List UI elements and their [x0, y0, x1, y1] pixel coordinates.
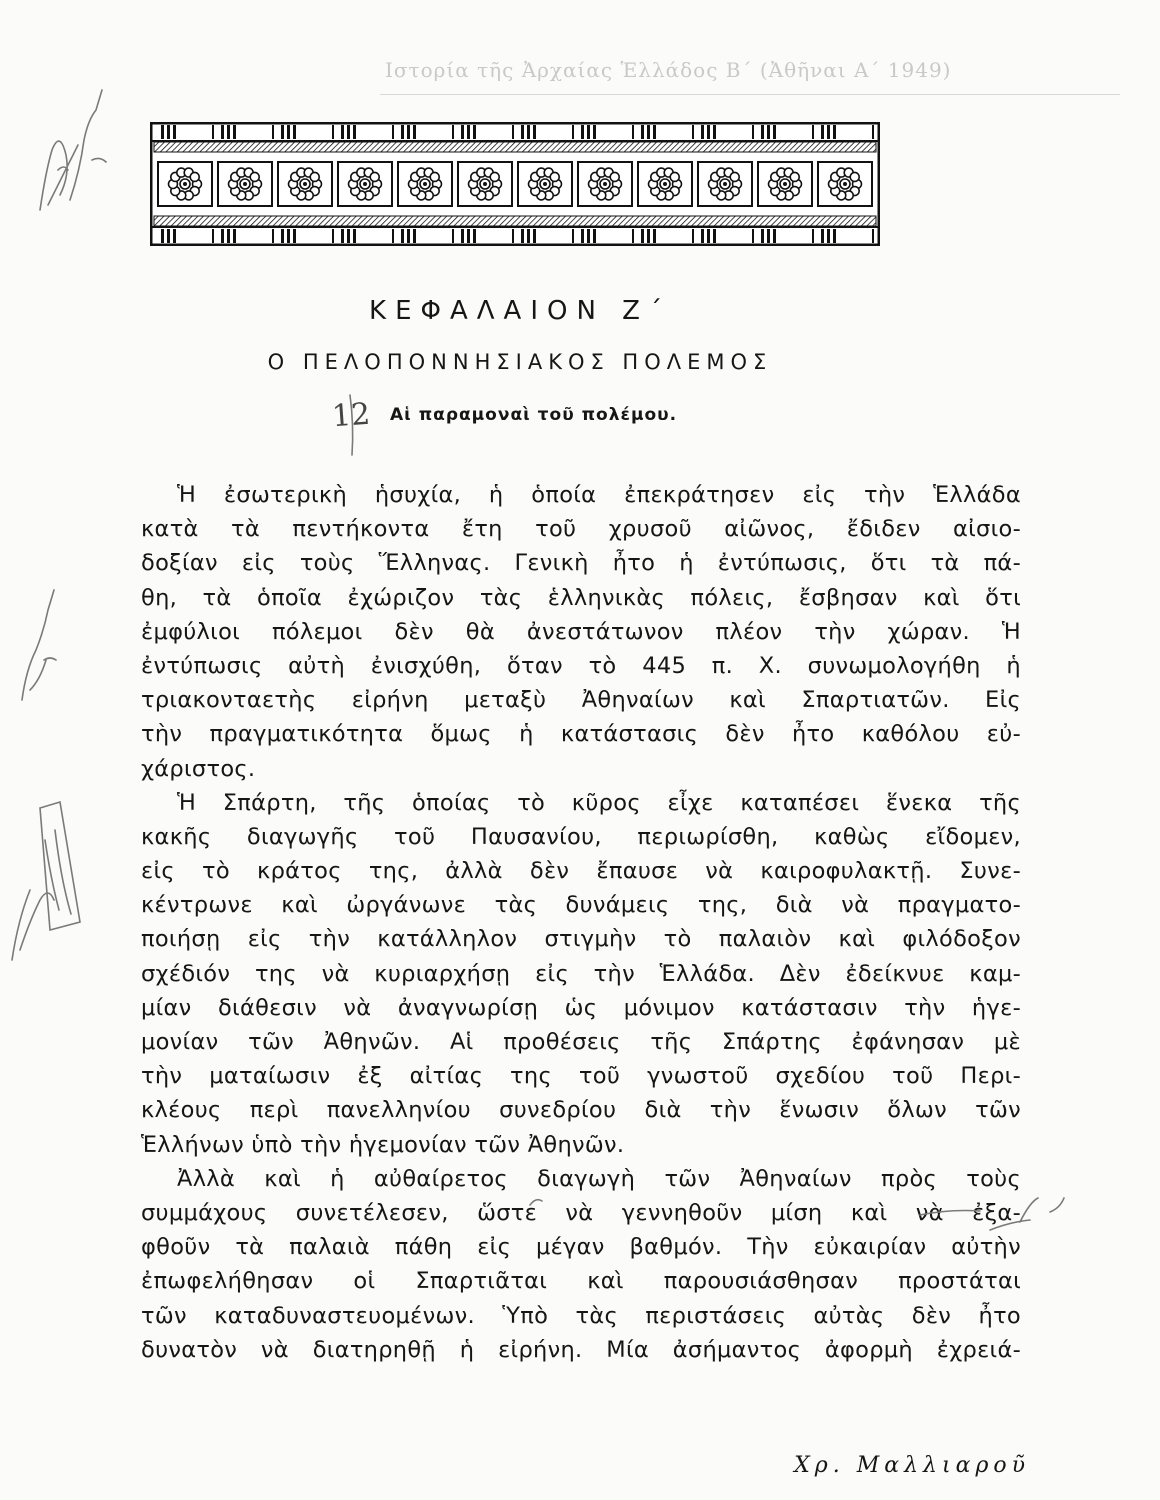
ornament-tooth [767, 229, 770, 243]
ornament-petal [790, 172, 799, 181]
ornament-hatch-top [154, 142, 876, 152]
ornament-rosette-dot [243, 182, 247, 186]
ornament-tooth [641, 229, 644, 243]
ornament-tooth [407, 229, 410, 243]
ornament-tooth [827, 125, 830, 139]
ornament-tooth [167, 125, 170, 139]
ornament-tooth [587, 125, 590, 139]
ornament-petal [730, 172, 739, 181]
text-line: κλέους περὶ πανελληνίου συνεδρίου διὰ τὴν ἕνωσιν ὅλων τῶν [141, 1097, 1021, 1124]
ornament-tooth [653, 229, 656, 243]
ornament-tooth [767, 125, 770, 139]
text-line: σχέδιόν της νὰ κυριαρχήσῃ εἰς τὴν Ἑλλάδα. Δὲν ἐδείκνυε καμ- [141, 960, 1021, 987]
ornament-tooth [173, 125, 176, 139]
ornament-tooth [401, 125, 404, 139]
ornament-tooth [233, 125, 236, 139]
text-line: συμμάχους συνετέλεσεν, ὥστε νὰ γεννηθοῦν μίση καὶ νὰ ἐξα- [141, 1199, 1021, 1226]
ornament-rosette-dot [663, 182, 667, 186]
ornament-tooth [467, 125, 470, 139]
ornament-petal [250, 172, 259, 181]
section-heading: Αἱ παραμοναὶ τοῦ πολέμου. [390, 405, 678, 425]
ornament-tooth [533, 229, 536, 243]
ornament-tooth [227, 125, 230, 139]
ornament-tooth [467, 229, 470, 243]
text-line: τῶν καταδυναστευομένων. Ὑπὸ τὰς περιστάσεις αὐτὰς δὲν ἦτο [141, 1302, 1021, 1329]
ornament-tooth [707, 125, 710, 139]
ornament-hatch-bottom [154, 216, 876, 226]
ornament-tooth [221, 229, 224, 243]
ornament-tooth [833, 125, 836, 139]
text-line: Ἡ Σπάρτη, τῆς ὁποίας τὸ κῦρος εἶχε καταπέσει ἕνεκα τῆς [177, 789, 1021, 816]
ornament-tooth [533, 125, 536, 139]
ornament-rosette-dot [363, 182, 367, 186]
ornament-petal [550, 172, 559, 181]
pencil-bracket [40, 802, 80, 930]
ornament-tooth [647, 125, 650, 139]
text-line: κατὰ τὰ πεντήκοντα ἔτη τοῦ χρυσοῦ αἰῶνος, ἔδιδεν αἰσιο- [141, 516, 1021, 543]
ornament-tooth [281, 125, 284, 139]
text-line: εἰς τὸ κράτος της, ἀλλὰ δὲν ἔπαυσε νὰ καιροφυλακτῇ. Συνε- [141, 858, 1021, 885]
ornament-tooth [773, 125, 776, 139]
ornament-tooth [227, 229, 230, 243]
ornament-petal [490, 172, 499, 181]
text-line: ποιήσῃ εἰς τὴν κατάλληλον στιγμὴν τὸ παλαιὸν καὶ φιλόδοξον [141, 926, 1021, 953]
text-line: κακῆς διαγωγῆς τοῦ Παυσανίου, περιωρίσθη, καθὼς εἴδομεν, [141, 823, 1021, 850]
ornament-tooth [827, 229, 830, 243]
ornament-tooth [581, 125, 584, 139]
chapter-title: ΚΕΦΑΛΑΙΟΝ Ζ΄ [369, 296, 671, 326]
ornament-tooth [281, 229, 284, 243]
ornament-tooth [341, 229, 344, 243]
text-line: μίαν διάθεσιν νὰ ἀναγνωρίσῃ ὡς μόνιμον κατάστασιν τὴν ἡγε- [141, 994, 1021, 1021]
ornament-tooth [461, 125, 464, 139]
ornament-tooth [713, 229, 716, 243]
text-line: δυνατὸν νὰ διατηρηθῇ ἡ εἰρήνη. Μία ἀσήμαντος ἀφορμὴ ἐχρειά- [141, 1336, 1021, 1363]
text-line: φθοῦν τὰ παλαιὰ πάθη εἰς μέγαν βαθμόν. Τὴν εὐκαιρίαν αὐτὴν [141, 1234, 1021, 1261]
ornament-tooth [287, 229, 290, 243]
ornament-rosette-dot [723, 182, 727, 186]
ornament-tooth [287, 125, 290, 139]
text-line: τὴν πραγματικότητα ὅμως ἡ κατάστασις δὲν ἦτο καθόλου εὐ- [141, 721, 1021, 748]
ornament-tooth [221, 125, 224, 139]
ornament-tooth [593, 229, 596, 243]
text-line: Ἀλλὰ καὶ ἡ αὐθαίρετος διαγωγὴ τῶν Ἀθηναίων πρὸς τοὺς [177, 1165, 1021, 1192]
ornament-rosette-dot [423, 182, 427, 186]
ornament-tooth [173, 229, 176, 243]
ornament-tooth [293, 125, 296, 139]
ornament-tooth [587, 229, 590, 243]
ornament-tooth [341, 125, 344, 139]
ornament-tooth [473, 125, 476, 139]
pencil-scribble [70, 90, 106, 200]
text-line: τὴν ματαίωσιν ἐξ αἰτίας της τοῦ γνωστοῦ σχεδίου τοῦ Περι- [141, 1063, 1021, 1090]
ornament-tooth [641, 125, 644, 139]
ornament-tooth [413, 229, 416, 243]
ornament-tooth [353, 125, 356, 139]
text-line: κέντρωνε καὶ ὠργάνωνε τὰς δυνάμεις της, διὰ νὰ πραγματο- [141, 892, 1021, 919]
bleed-through-header: Ιστορία τῆς Ἀρχαίας Ἑλλάδος Β΄ (Ἀθῆναι Α΄ 1949) [385, 58, 952, 82]
text-line: ἐμφύλιοι πόλεμοι δὲν θὰ ἀνεστάτωνον πλέον τὴν χώραν. Ἡ [141, 618, 1021, 645]
ornament-tooth [167, 229, 170, 243]
ornament-tooth [713, 125, 716, 139]
text-line: θη, τὰ ὁποῖα ἐχώριζον τὰς ἑλληνικὰς πόλεις, ἔσβησαν καὶ ὅτι [141, 584, 1021, 611]
ornament-tooth [821, 229, 824, 243]
ornament-tooth [521, 125, 524, 139]
body-text [141, 478, 1021, 1367]
ornament-rosette-dot [543, 182, 547, 186]
pencil-scribble [12, 890, 54, 960]
ornament-tooth [653, 125, 656, 139]
ornament-petal [310, 172, 319, 181]
ornament-tooth [761, 229, 764, 243]
text-line: ἐντύπωσις αὐτὴ ἐνισχύθη, ὅταν τὸ 445 π. Χ. συνωμολογήθη ἡ [141, 652, 1021, 679]
pencil-scribble [45, 830, 71, 914]
ornament-petal [610, 172, 619, 181]
text-line: μονίαν τῶν Ἀθηνῶν. Αἱ προθέσεις τῆς Σπάρτης ἐφάνησαν μὲ [141, 1029, 1021, 1055]
author-signature: Χρ. Μαλλιαροῦ [794, 1453, 1030, 1478]
ornament-petal [370, 172, 379, 181]
text-line: τριακονταετὴς εἰρήνη μεταξὺ Ἀθηναίων καὶ Σπαρτιατῶν. Εἰς [141, 687, 1021, 714]
ornament-tooth [833, 229, 836, 243]
text-line: Ἡ ἐσωτερικὴ ἡσυχία, ἡ ὁποία ἐπεκράτησεν εἰς τὴν Ἑλλάδα [177, 482, 1021, 508]
ornament-tooth [527, 229, 530, 243]
text-line: χάριστος. [141, 755, 256, 782]
decorative-border-ornament [150, 122, 880, 246]
bleed-through-rule [380, 94, 1120, 95]
ornament-tooth [353, 229, 356, 243]
ornament-tooth [527, 125, 530, 139]
ornament-rosette-dot [783, 182, 787, 186]
ornament-petal [190, 172, 199, 181]
ornament-tooth [407, 125, 410, 139]
ornament-tooth [347, 229, 350, 243]
ornament-tooth [461, 229, 464, 243]
text-line: Ἑλλήνων ὑπὸ τὴν ἡγεμονίαν τῶν Ἀθηνῶν. [141, 1131, 625, 1158]
chapter-subtitle: Ο ΠΕΛΟΠΟΝΝΗΣΙΑΚΟΣ ΠΟΛΕΜΟΣ [267, 350, 773, 374]
ornament-tooth [521, 229, 524, 243]
ornament-petal [430, 172, 439, 181]
ornament-rosette-dot [843, 182, 847, 186]
ornament-tooth [413, 125, 416, 139]
ornament-rosette-dot [183, 182, 187, 186]
ornament-tooth [401, 229, 404, 243]
ornament-tooth [701, 125, 704, 139]
ornament-tooth [347, 125, 350, 139]
ornament-rosette-dot [483, 182, 487, 186]
ornament-tooth [233, 229, 236, 243]
ornament-tooth [647, 229, 650, 243]
text-line: δοξίαν εἰς τοὺς Ἕλληνας. Γενικὴ ἦτο ἡ ἐντύπωσις, ὅτι τὰ πά- [141, 550, 1021, 577]
ornament-tooth [761, 125, 764, 139]
ornament-tooth [161, 229, 164, 243]
ornament-tooth [707, 229, 710, 243]
ornament-tooth [773, 229, 776, 243]
ornament-tooth [701, 229, 704, 243]
ornament-tooth [161, 125, 164, 139]
ornament-petal [850, 172, 859, 181]
ornament-tooth [581, 229, 584, 243]
margin-handwritten-number: 12 [330, 396, 372, 435]
ornament-tooth [293, 229, 296, 243]
ornament-rosette-dot [603, 182, 607, 186]
text-line: ἐπωφελήθησαν οἱ Σπαρτιᾶται καὶ παρουσιάσθησαν προστάται [141, 1268, 1021, 1295]
ornament-rosette-dot [303, 182, 307, 186]
pencil-scribble [40, 141, 78, 210]
ornament-petal [670, 172, 679, 181]
ornament-tooth [473, 229, 476, 243]
ornament-tooth [593, 125, 596, 139]
ornament-tooth [821, 125, 824, 139]
pencil-scribble [22, 590, 56, 700]
